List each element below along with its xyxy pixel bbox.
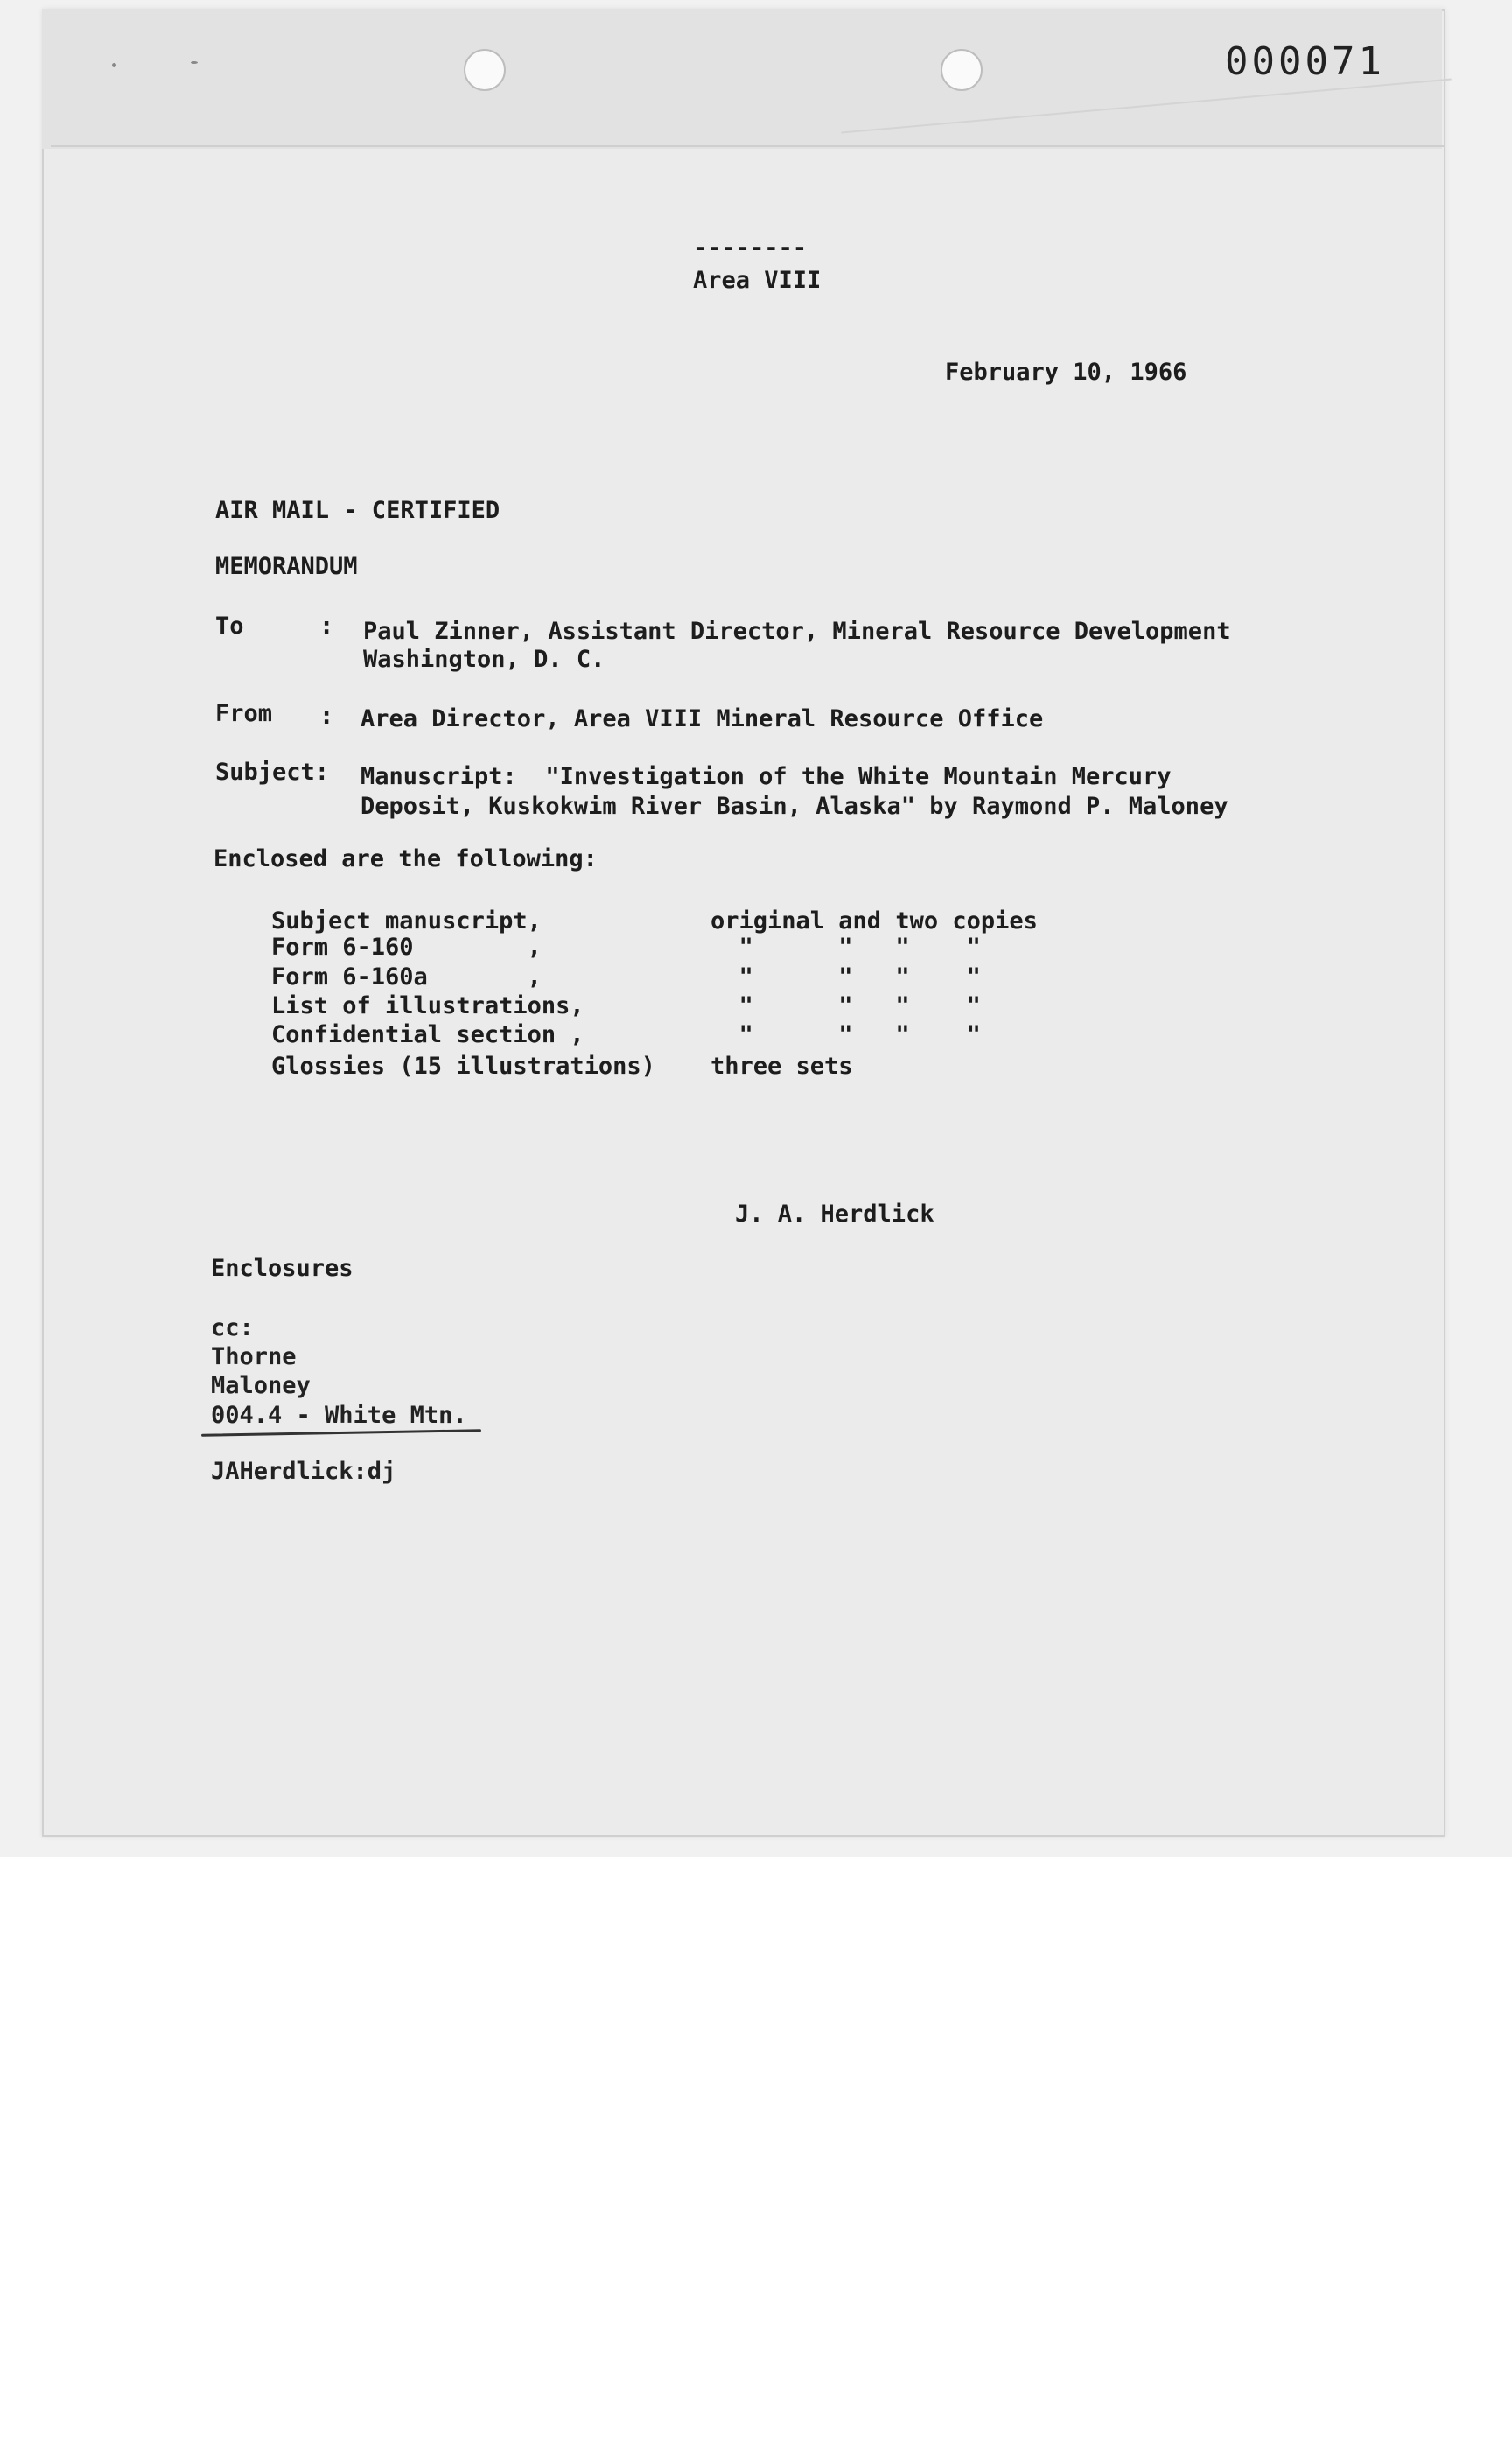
enclosure-item-name: Glossies (15 illustrations) [271,1053,655,1080]
header-area: Area VIII [693,267,822,294]
cc-recipient: Thorne [211,1343,297,1370]
signer-name: J. A. Herdlick [735,1200,934,1228]
memo-title: MEMORANDUM [215,553,358,580]
enclosure-item-qty: " " " " [710,963,981,990]
punch-hole-right [941,49,983,91]
enclosure-item-name: Form 6-160a , [271,963,542,990]
subject-label: Subject: [215,759,330,786]
to-label: To [215,612,244,640]
enclosure-item-qty: original and two copies [710,907,1038,934]
enclosure-item-qty: three sets [710,1053,853,1080]
to-colon: : [319,612,334,640]
cc-recipient: Maloney [211,1372,311,1399]
air-mail-certified: AIR MAIL - CERTIFIED [215,497,500,524]
typist-initials: JAHerdlick:dj [211,1458,396,1485]
enclosed-intro: Enclosed are the following: [214,845,598,872]
from-colon: : [319,703,334,730]
scan-speck [112,63,116,67]
punch-hole-left [464,49,506,91]
memo-date: February 10, 1966 [945,359,1187,386]
to-recipient: Paul Zinner, Assistant Director, Mineral Resource Development [363,618,1231,645]
to-location: Washington, D. C. [363,646,606,673]
file-code: 004.4 - White Mtn. [211,1402,467,1429]
enclosure-item-qty: " " " " [710,992,981,1019]
enclosure-item-name: List of illustrations, [271,992,584,1019]
cc-label: cc: [211,1314,254,1341]
subject-line-1: Manuscript: "Investigation of the White Mountain Mercury [360,763,1172,790]
enclosure-item-qty: " " " " [710,1021,981,1048]
header-dashes: -------- [693,234,808,262]
enclosure-item-name: Form 6-160 , [271,934,542,961]
from-label: From [215,700,273,727]
enclosures-label: Enclosures [211,1255,354,1282]
subject-line-2: Deposit, Kuskokwim River Basin, Alaska" by Raymond P. Maloney [360,793,1228,820]
from-sender: Area Director, Area VIII Mineral Resource Office [360,705,1044,732]
scan-speck [191,61,198,64]
enclosure-item-name: Subject manuscript, [271,907,542,934]
page-edge-line [51,145,1444,147]
enclosure-item-qty: " " " " [710,934,981,961]
document-stamp-number: 000071 [1225,39,1385,84]
enclosure-item-name: Confidential section , [271,1021,584,1048]
